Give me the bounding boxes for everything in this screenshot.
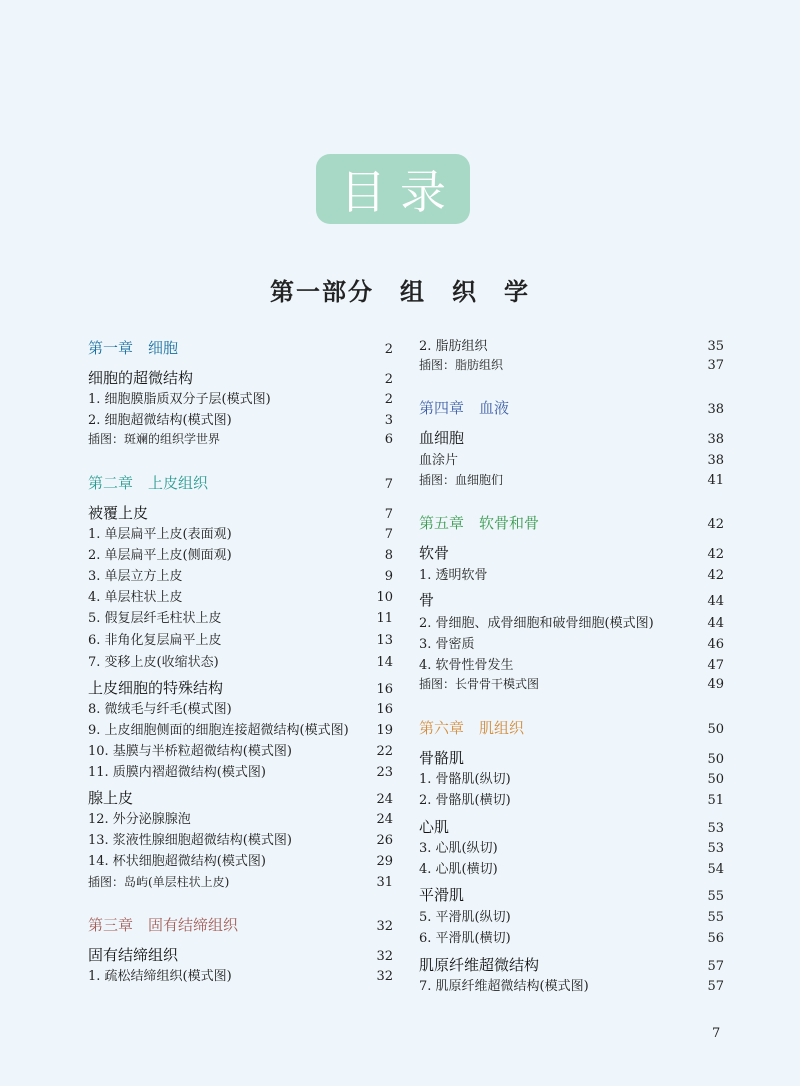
toc-entry-page: 14 [376, 655, 393, 670]
toc-entry-text: 3. 单层立方上皮 [88, 569, 183, 584]
toc-entry-text: 4. 软骨性骨发生 [419, 658, 514, 673]
toc-entry-page: 23 [376, 765, 393, 780]
toc-entry-page: 46 [707, 637, 724, 652]
toc-illus-row [419, 356, 724, 373]
toc-entry-text: 1. 单层扁平上皮(表面观) [88, 527, 232, 542]
toc-entry-page: 50 [707, 722, 724, 737]
toc-entry-text: 11. 质膜内褶超微结构(模式图) [88, 765, 266, 780]
toc-chapter-row [88, 337, 393, 358]
toc-section-row [419, 589, 724, 610]
toc-item-row [88, 629, 393, 648]
toc-entry-text: 7. 肌原纤维超微结构(模式图) [419, 979, 589, 994]
toc-entry-text: 2. 骨细胞、成骨细胞和破骨细胞(模式图) [419, 616, 654, 631]
toc-item-row [88, 388, 393, 407]
toc-entry-page: 7 [384, 527, 393, 542]
toc-entry-page: 3 [384, 413, 393, 428]
toc-entry-text: 2. 细胞超微结构(模式图) [88, 413, 232, 428]
toc-entry-text: 7. 变移上皮(收缩状态) [88, 655, 219, 670]
toc-entry-page: 16 [376, 682, 393, 697]
toc-entry-text: 第五章 软骨和骨 [419, 514, 540, 532]
toc-entry-page: 50 [707, 772, 724, 787]
toc-section-row [88, 787, 393, 808]
toc-entry-text: 第一章 细胞 [88, 339, 179, 357]
toc-item-row [88, 544, 393, 563]
toc-entry-text: 细胞的超微结构 [88, 369, 194, 387]
toc-entry-page: 8 [384, 548, 393, 563]
toc-entry-page: 51 [707, 793, 724, 808]
toc-entry-page: 2 [384, 372, 393, 387]
toc-section-row [419, 542, 724, 563]
toc-entry-text: 1. 疏松结缔组织(模式图) [88, 969, 232, 984]
toc-entry-page: 9 [384, 569, 393, 584]
toc-entry-text: 插图：斑斓的组织学世界 [88, 432, 221, 446]
toc-chapter-row [88, 914, 393, 935]
toc-entry-text: 1. 骨骼肌(纵切) [419, 772, 511, 787]
toc-illus-row [419, 471, 724, 488]
toc-entry-page: 53 [707, 821, 724, 836]
toc-entry-text: 4. 单层柱状上皮 [88, 590, 183, 605]
toc-entry-page: 49 [707, 677, 724, 692]
toc-entry-text: 插图：长骨骨干模式图 [419, 677, 540, 691]
toc-entry-text: 2. 脂肪组织 [419, 339, 488, 354]
toc-item-row [88, 565, 393, 584]
toc-entry-text: 2. 骨骼肌(横切) [419, 793, 511, 808]
toc-item-row [419, 335, 724, 354]
toc-entry-text: 14. 杯状细胞超微结构(模式图) [88, 854, 266, 869]
toc-item-row [88, 808, 393, 827]
toc-section-row [88, 502, 393, 523]
toc-item-row [88, 965, 393, 984]
toc-entry-text: 骨 [419, 591, 435, 609]
toc-chapter-row [88, 472, 393, 493]
toc-section-row [88, 677, 393, 698]
toc-entry-text: 6. 平滑肌(横切) [419, 931, 511, 946]
toc-entry-page: 35 [707, 339, 724, 354]
toc-entry-text: 第四章 血液 [419, 399, 510, 417]
toc-entry-page: 2 [384, 392, 393, 407]
toc-entry-page: 38 [707, 453, 724, 468]
toc-entry-page: 38 [707, 402, 724, 417]
toc-entry-text: 肌原纤维超微结构 [419, 956, 540, 974]
toc-entry-page: 7 [384, 507, 393, 522]
toc-item-row [419, 654, 724, 673]
toc-entry-text: 插图：岛屿(单层柱状上皮) [88, 875, 230, 889]
part-title: 第一部分 组 织 学 [270, 277, 530, 306]
toc-entry-text: 13. 浆液性腺细胞超微结构(模式图) [88, 833, 292, 848]
toc-entry-page: 57 [707, 959, 724, 974]
toc-item-row [88, 409, 393, 428]
toc-item-row [88, 761, 393, 780]
toc-title-box [316, 154, 470, 224]
toc-entry-page: 24 [376, 812, 393, 827]
toc-entry-text: 5. 平滑肌(纵切) [419, 910, 511, 925]
toc-entry-page: 16 [376, 702, 393, 717]
toc-entry-text: 固有结缔组织 [88, 946, 179, 964]
toc-item-row [88, 829, 393, 848]
toc-item-row [419, 768, 724, 787]
toc-entry-page: 24 [376, 792, 393, 807]
toc-section-row [419, 954, 724, 975]
toc-entry-text: 插图：脂肪组织 [419, 358, 504, 372]
toc-entry-text: 骨骼肌 [419, 749, 465, 767]
toc-item-row [419, 612, 724, 631]
toc-item-row [88, 740, 393, 759]
toc-entry-page: 42 [707, 517, 724, 532]
toc-entry-text: 4. 心肌(横切) [419, 862, 498, 877]
toc-entry-page: 32 [376, 969, 393, 984]
toc-item-row [419, 927, 724, 946]
toc-entry-page: 44 [707, 594, 724, 609]
toc-chapter-row [419, 397, 724, 418]
toc-item-row [419, 449, 724, 468]
toc-illus-row [88, 873, 393, 890]
toc-section-row [88, 367, 393, 388]
toc-section-row [419, 884, 724, 905]
toc-entry-page: 32 [376, 949, 393, 964]
toc-item-row [88, 850, 393, 869]
page-number: 7 [712, 1026, 721, 1041]
toc-section-row [88, 944, 393, 965]
toc-section-row [419, 747, 724, 768]
toc-entry-text: 5. 假复层纤毛柱状上皮 [88, 611, 222, 626]
toc-entry-text: 1. 透明软骨 [419, 568, 488, 583]
toc-illus-row [88, 430, 393, 447]
toc-entry-text: 3. 骨密质 [419, 637, 475, 652]
toc-entry-text: 12. 外分泌腺腺泡 [88, 812, 191, 827]
toc-entry-text: 1. 细胞膜脂质双分子层(模式图) [88, 392, 271, 407]
toc-item-row [419, 906, 724, 925]
toc-entry-text: 心肌 [419, 818, 450, 836]
toc-item-row [419, 789, 724, 808]
toc-section-row [419, 427, 724, 448]
toc-item-row [419, 564, 724, 583]
toc-entry-text: 2. 单层扁平上皮(侧面观) [88, 548, 232, 563]
toc-entry-text: 腺上皮 [88, 789, 134, 807]
toc-entry-page: 50 [707, 752, 724, 767]
toc-entry-text: 血涂片 [419, 453, 459, 468]
toc-entry-page: 55 [707, 889, 724, 904]
toc-entry-page: 31 [376, 875, 393, 890]
toc-entry-text: 6. 非角化复层扁平上皮 [88, 633, 222, 648]
toc-entry-text: 被覆上皮 [88, 504, 149, 522]
toc-entry-text: 软骨 [419, 544, 450, 562]
toc-item-row [88, 698, 393, 717]
toc-entry-page: 57 [707, 979, 724, 994]
toc-entry-page: 37 [707, 358, 724, 373]
toc-entry-page: 41 [707, 473, 724, 488]
toc-entry-page: 11 [376, 611, 393, 626]
toc-entry-text: 9. 上皮细胞侧面的细胞连接超微结构(模式图) [88, 723, 349, 738]
toc-item-row [419, 837, 724, 856]
toc-chapter-row [419, 512, 724, 533]
toc-entry-page: 29 [376, 854, 393, 869]
toc-item-row [419, 975, 724, 994]
toc-entry-page: 32 [376, 919, 393, 934]
toc-chapter-row [419, 717, 724, 738]
toc-entry-text: 第二章 上皮组织 [88, 474, 209, 492]
toc-entry-page: 55 [707, 910, 724, 925]
toc-entry-text: 平滑肌 [419, 886, 465, 904]
toc-entry-text: 插图：血细胞们 [419, 473, 504, 487]
toc-entry-text: 第三章 固有结缔组织 [88, 916, 239, 934]
toc-entry-page: 13 [376, 633, 393, 648]
toc-entry-page: 26 [376, 833, 393, 848]
toc-entry-page: 53 [707, 841, 724, 856]
toc-item-row [88, 651, 393, 670]
toc-entry-page: 44 [707, 616, 724, 631]
toc-entry-page: 22 [376, 744, 393, 759]
toc-entry-page: 54 [707, 862, 724, 877]
toc-entry-page: 7 [384, 477, 393, 492]
toc-item-row [88, 586, 393, 605]
toc-entry-page: 38 [707, 432, 724, 447]
toc-section-row [419, 816, 724, 837]
toc-item-row [419, 858, 724, 877]
toc-item-row [88, 607, 393, 626]
toc-entry-page: 42 [707, 547, 724, 562]
toc-entry-page: 56 [707, 931, 724, 946]
toc-item-row [419, 633, 724, 652]
toc-entry-page: 47 [707, 658, 724, 673]
toc-entry-page: 19 [376, 723, 393, 738]
toc-title: 目录 [340, 165, 460, 219]
toc-entry-page: 42 [707, 568, 724, 583]
toc-item-row [88, 719, 393, 738]
toc-entry-text: 上皮细胞的特殊结构 [88, 679, 224, 697]
toc-entry-page: 2 [384, 342, 393, 357]
toc-entry-text: 血细胞 [419, 429, 465, 447]
toc-entry-text: 10. 基膜与半桥粒超微结构(模式图) [88, 744, 292, 759]
toc-item-row [88, 523, 393, 542]
toc-entry-text: 第六章 肌组织 [419, 719, 525, 737]
toc-entry-text: 3. 心肌(纵切) [419, 841, 498, 856]
toc-illus-row [419, 675, 724, 692]
toc-entry-text: 8. 微绒毛与纤毛(模式图) [88, 702, 232, 717]
toc-entry-page: 10 [376, 590, 393, 605]
toc-entry-page: 6 [384, 432, 393, 447]
